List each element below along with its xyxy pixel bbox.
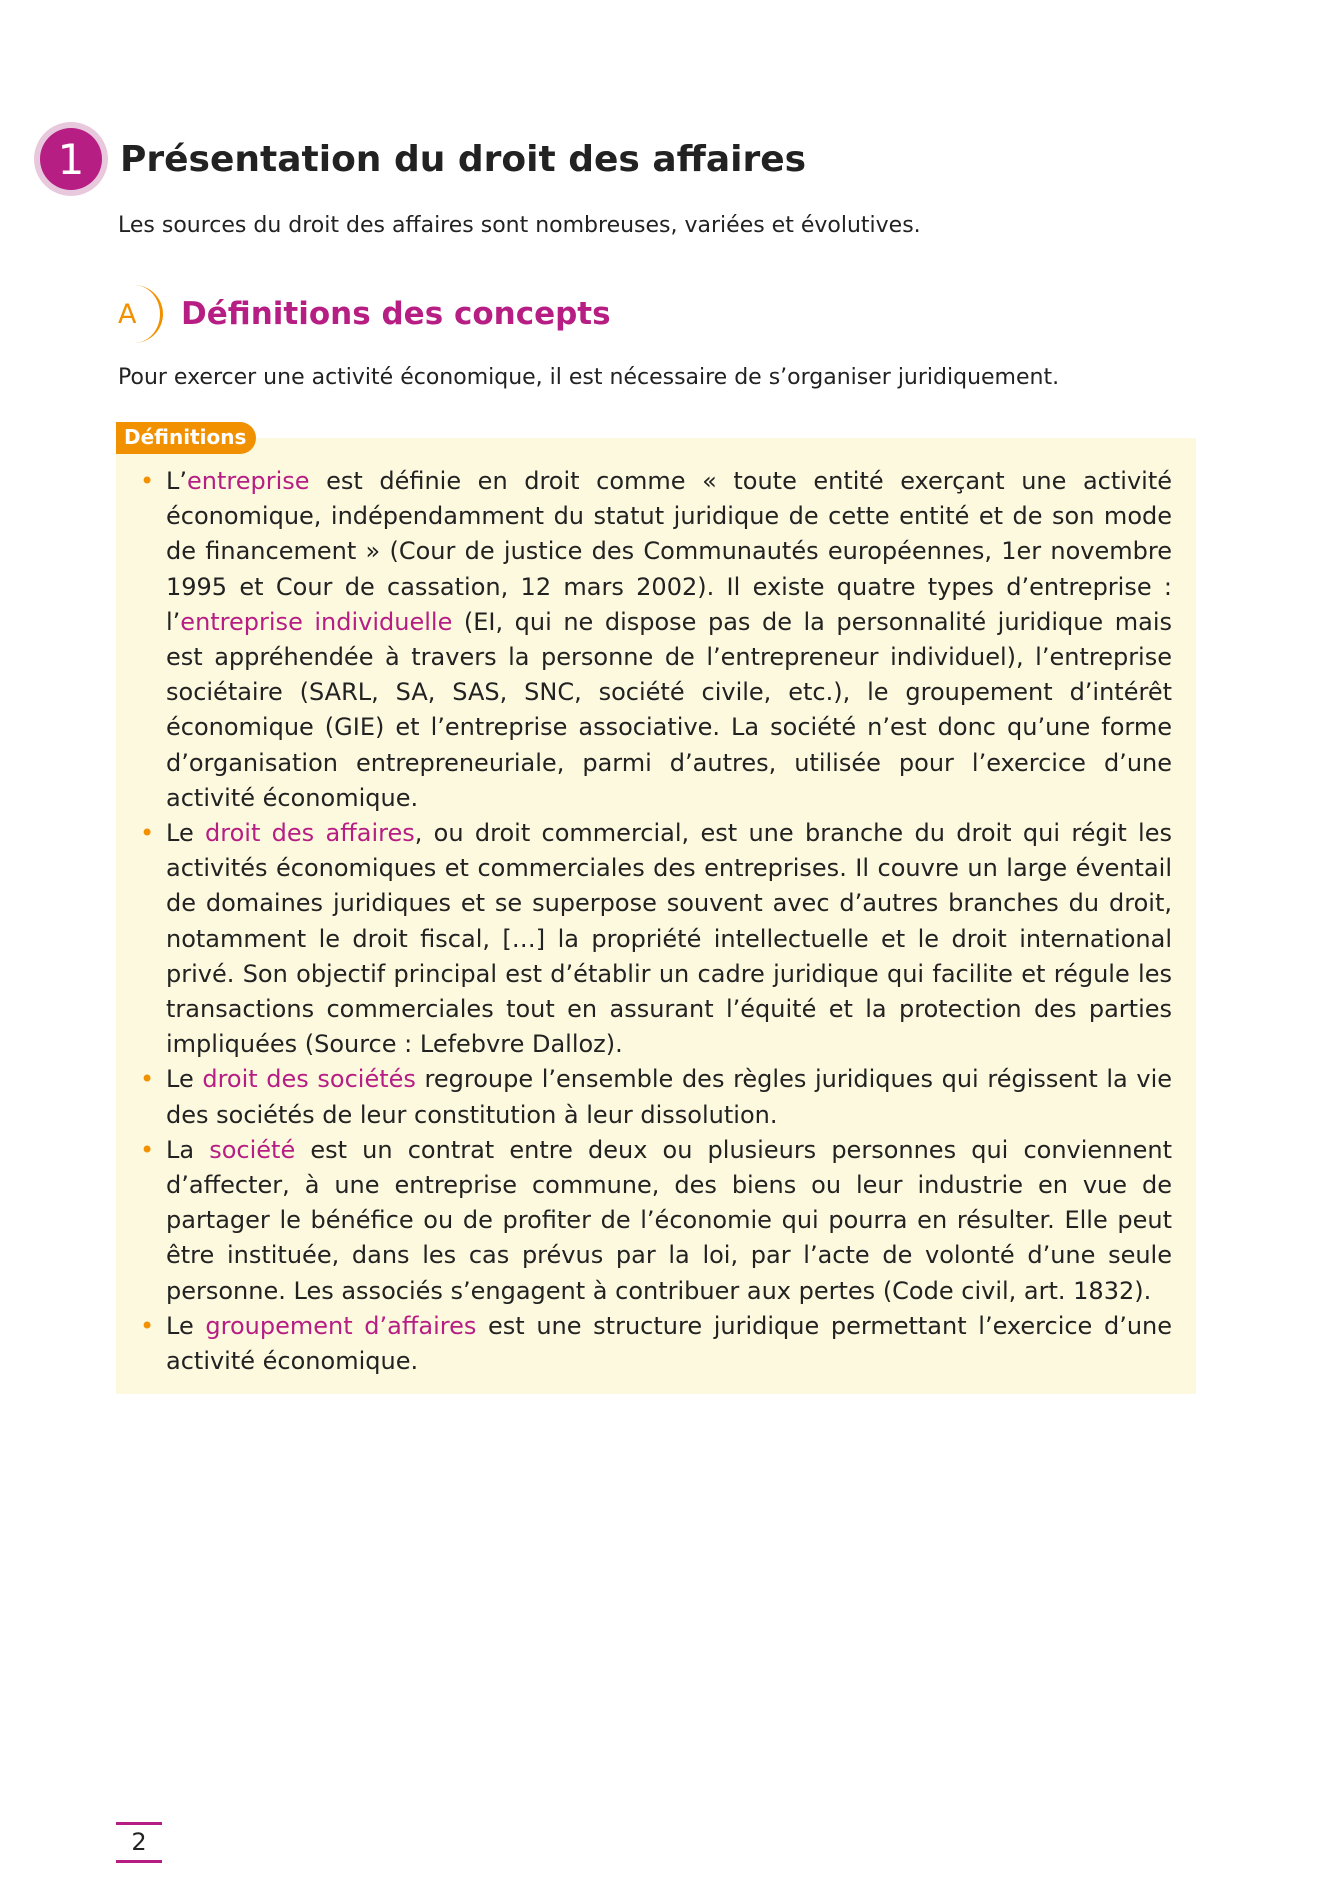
bullet-icon: • [140,467,155,495]
keyword-societe: société [209,1135,296,1164]
section-heading [40,128,806,190]
definition-droit-des-societes [140,1062,1173,1132]
definition-droit-des-affaires [140,816,1172,1062]
keyword-groupement-daffaires: groupement d’affaires [205,1311,477,1340]
definition-societe [140,1133,1172,1309]
definition-text: est définie en droit comme « toute entité exerçant une activité économique, indépendamment du statut juridique de cette entité et de son mode de financement » (Cour de justice des Communautés européennes, 1er novembre 1995 et Cour de cassation, 12 mars 2002). Il existe quatre types d’entreprise : l’ [166,467,1172,636]
page-number: 2 [116,1822,162,1863]
definitions-list [116,438,1196,1379]
bullet-icon: • [140,1135,155,1164]
section-title: Présentation du droit des affaires [120,138,807,180]
bullet-icon: • [140,1311,155,1340]
definition-text: Le [166,1065,203,1094]
definition-text: Le [166,819,206,848]
subsection-heading [116,285,611,343]
bullet-icon: • [140,819,155,848]
definition-text: , ou droit commercial, est une branche du droit qui régit les activités économiques et commerciales des entreprises. Il couvre un large éventail de domaines juridiques et se superpose souvent avec d’autres branches du droit, notamment le droit fiscal, […] la propriété intellectuelle et le droit international privé. Son objectif principal est d’établir un cadre juridique qui facilite et régule les transactions commerciales tout en assurant l’équité et la protection des parties impliquées (Source : Lefebvre Dalloz). [166,819,1172,1059]
definition-text: est un contrat entre deux ou plusieurs personnes qui conviennent d’affecter, à une entreprise commune, des biens ou leur industrie en vue de partager le bénéfice ou de profiter de l’économie qui pourra en résulter. Elle peut être instituée, dans les cas prévus par la loi, par l’acte de volonté d’une seule personne. Les associés s’engagent à contribuer aux pertes (Code civil, art. 1832). [166,1135,1172,1305]
subsection-letter-badge: A [116,285,163,343]
definition-groupement-daffaires [140,1309,1173,1379]
subsection-title: Définitions des concepts [181,296,611,332]
keyword-entreprise: entreprise [187,467,310,495]
section-number-badge: 1 [40,128,102,190]
keyword-droit-des-affaires: droit des affaires [205,819,415,848]
definition-text: La [166,1135,210,1164]
definition-text: (EI, qui ne dispose pas de la personnalité juridique mais est appréhendée à travers la personne de l’entrepreneur individuel), l’entreprise sociétaire (SARL, SA, SAS, SNC, société civile, etc.), le groupement d’intérêt économique (GIE) et l’entreprise associative. La société n’est donc qu’une forme d’organisation entrepreneuriale, parmi d’autres, utilisée pour l’exercice d’une activité économique. [166,607,1172,812]
definitions-box [116,438,1196,1394]
definition-text: regroupe l’ensemble des règles juridiques qui régissent la vie des sociétés de leur constitution à leur dissolution. [166,1065,1173,1129]
definition-text: est une structure juridique permettant l’exercice d’une activité économique. [166,1311,1173,1376]
definition-text: Le [166,1311,206,1340]
definitions-tag: Définitions [116,422,256,454]
subsection-lead: Pour exercer une activité économique, il est nécessaire de s’organiser juridiquement. [118,365,1060,390]
keyword-droit-des-societes: droit des sociétés [202,1065,416,1094]
keyword-entreprise-individuelle: entreprise individuelle [180,607,453,636]
bullet-icon: • [140,1065,155,1094]
definition-text: L’ [166,467,187,495]
definition-entreprise [140,464,1172,816]
section-intro: Les sources du droit des affaires sont nombreuses, variées et évolutives. [118,213,921,238]
